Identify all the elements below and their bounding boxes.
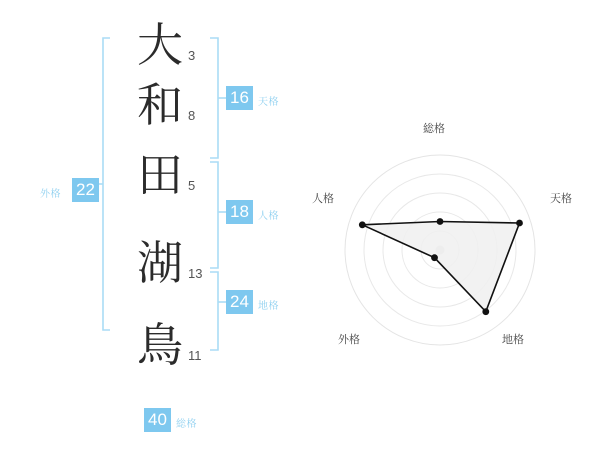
- score-label-soukaku: 総格: [176, 419, 197, 430]
- stroke-count-3: 5: [188, 178, 196, 193]
- radar-axis-label-chikaku: 地格: [502, 334, 524, 346]
- score-label-chikaku: 地格: [258, 301, 279, 312]
- bracket-gaikaku: [103, 38, 110, 330]
- bracket-chikaku: [210, 272, 218, 350]
- radar-point-tenkaku: [516, 220, 523, 227]
- radar-point-gaikaku: [431, 254, 438, 261]
- score-chip-tenkaku: 16: [226, 86, 253, 110]
- score-label-tenkaku: 天格: [258, 97, 279, 108]
- radar-axis-label-jinkaku: 人格: [312, 193, 334, 205]
- kanji-char-2: 和: [137, 78, 183, 132]
- score-chip-jinkaku: 18: [226, 200, 253, 224]
- radar-axis-label-tenkaku: 天格: [550, 193, 572, 205]
- radar-axis-label-soukaku: 総格: [423, 123, 445, 135]
- kanji-char-5: 鳥: [137, 318, 183, 372]
- stroke-count-1: 3: [188, 48, 196, 63]
- stroke-count-5: 11: [188, 348, 202, 363]
- bracket-tenkaku: [210, 38, 218, 158]
- kanji-char-3: 田: [137, 148, 183, 202]
- score-label-gaikaku: 外格: [40, 189, 61, 200]
- radar-axis-label-gaikaku: 外格: [338, 334, 360, 346]
- score-label-jinkaku: 人格: [258, 211, 279, 222]
- score-chip-soukaku: 40: [144, 408, 171, 432]
- radar-point-jinkaku: [359, 221, 366, 228]
- kanji-char-1: 大: [137, 18, 183, 72]
- stroke-count-4: 13: [188, 266, 203, 281]
- radar-point-soukaku: [437, 218, 444, 225]
- kanji-char-4: 湖: [137, 236, 183, 290]
- score-chip-gaikaku: 22: [72, 178, 99, 202]
- radar-chart-svg: [300, 0, 600, 470]
- bracket-jinkaku: [210, 162, 218, 268]
- radar-chart: [300, 0, 600, 470]
- score-chip-chikaku: 24: [226, 290, 253, 314]
- stroke-count-2: 8: [188, 108, 196, 123]
- radar-point-chikaku: [482, 308, 489, 315]
